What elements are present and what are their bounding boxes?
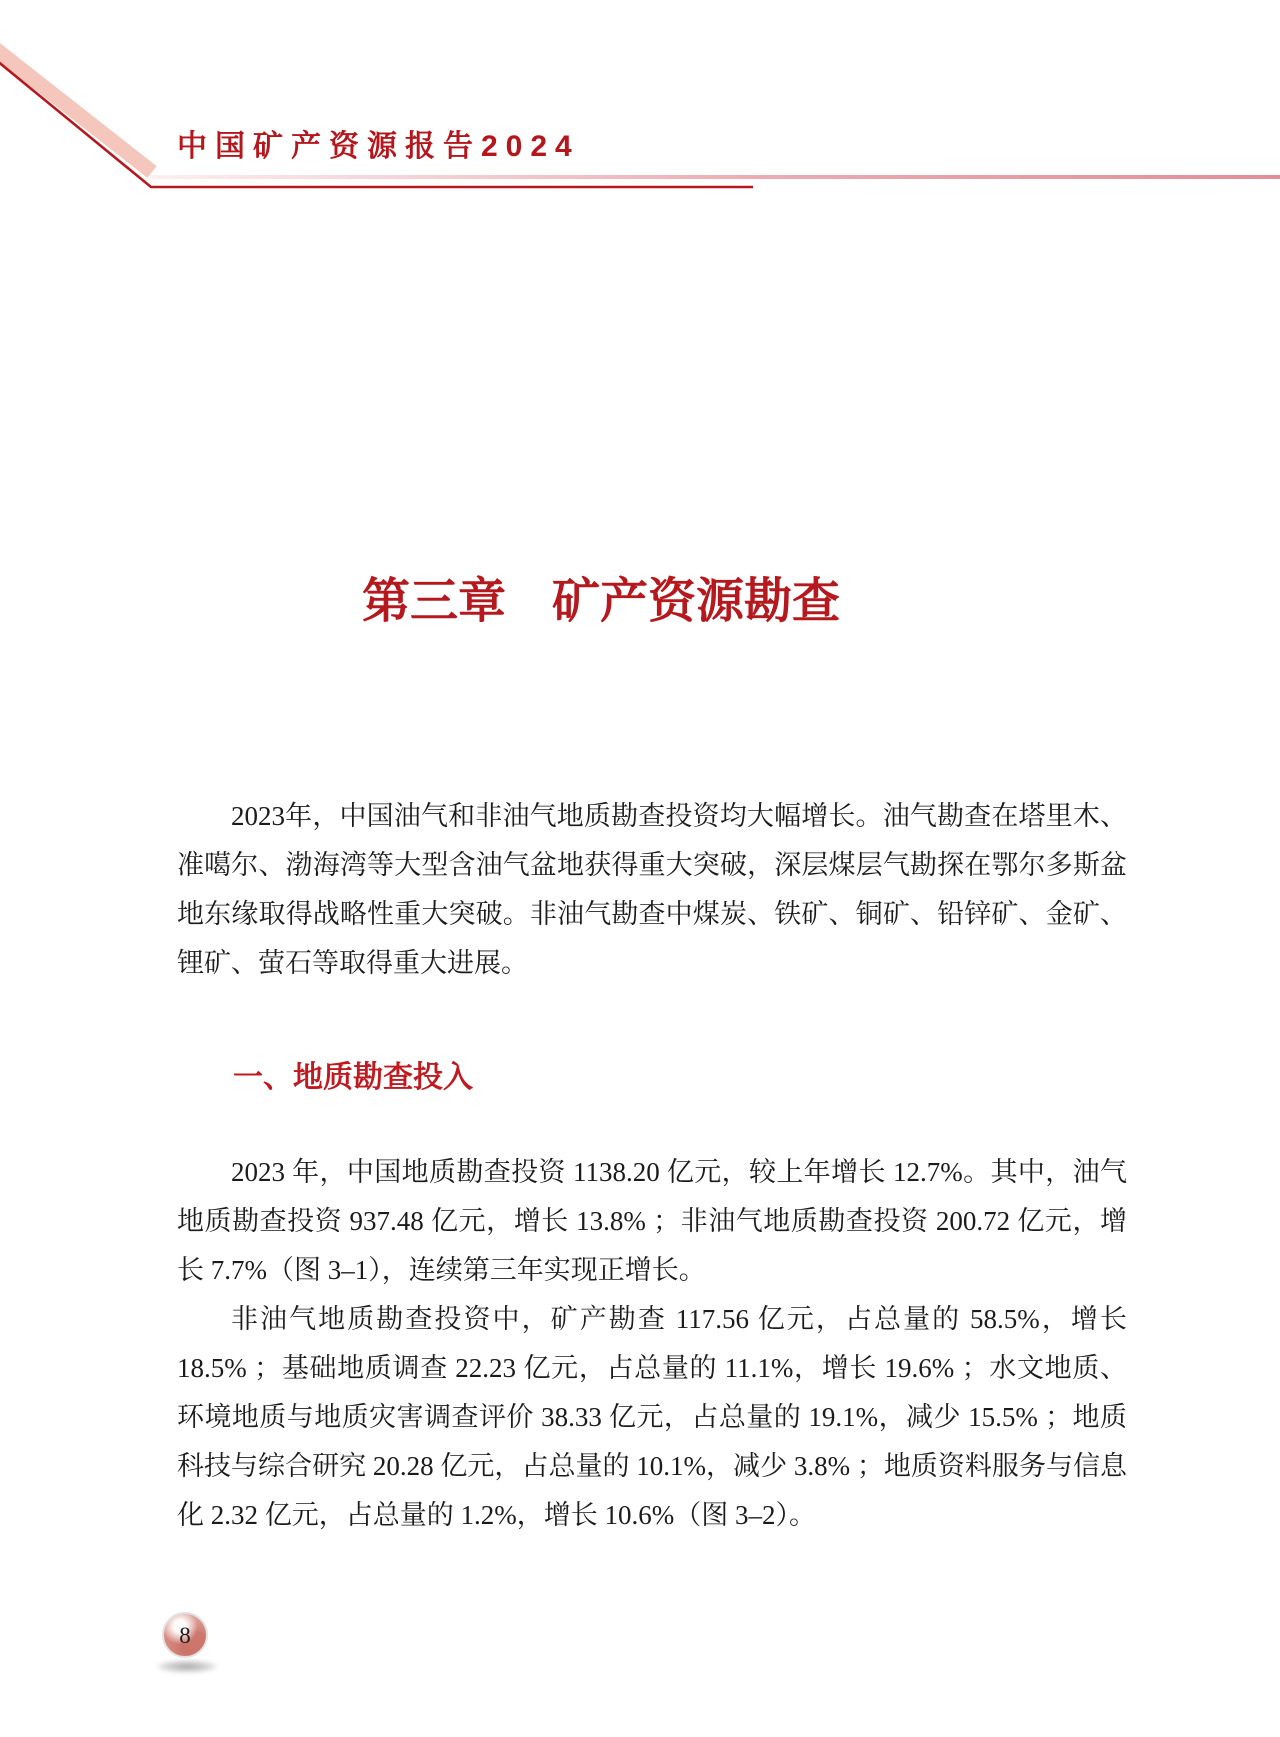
chapter-title xyxy=(362,574,840,629)
intro-paragraph: 2023年，中国油气和非油气地质勘查投资均大幅增长。油气勘查在塔里木、准噶尔、渤海湾等大型含油气盆地获得重大突破，深层煤层气勘探在鄂尔多斯盆地东缘取得战略性重大突破。非油气勘查中煤炭、铁矿、铜矿、铅锌矿、金矿、锂矿、萤石等取得重大进展。 xyxy=(177,801,1127,978)
section-paragraph-2: 非油气地质勘查投资中，矿产勘查 117.56 亿元，占总量的 58.5%，增长 18.5% ；基础地质调查 22.23 亿元，占总量的 11.1%，增长 19.6% ；水文地质、环境地质与地质灾害调查评价 38.33 亿元，占总量的 19.1%，减少 15.5% ；地质科技与综合研究 20.28 亿元，占总量的 10.1%，减少 3.8% ；地质资料服务与信息化 2.32 亿元，占总量的 1.2%，增长 10.6%（图 3–2）。 xyxy=(177,1304,1127,1530)
section-paragraph-1: 2023 年，中国地质勘查投资 1138.20 亿元，较上年增长 12.7%。其中，油气地质勘查投资 937.48 亿元，增长 13.8% ；非油气地质勘查投资 200.72 亿元，增长 7.7%（图 3–1），连续第三年实现正增长。 xyxy=(177,1157,1127,1285)
pink-diagonal-band xyxy=(0,48,152,172)
page-number-badge xyxy=(162,1612,208,1658)
chapter-title-text: 矿产资源勘查 xyxy=(552,575,841,628)
page-number: 8 xyxy=(179,1622,191,1648)
red-diagonal-rule xyxy=(0,60,753,187)
section-heading: 一、地质勘查投入 xyxy=(233,1061,473,1094)
pink-horizontal-rule xyxy=(150,175,1280,179)
section-body xyxy=(177,1148,1127,1540)
report-running-title: 中国矿产资源报告2024 xyxy=(177,130,580,163)
page-badge-shadow xyxy=(156,1660,218,1673)
chapter-number-label: 第三章 xyxy=(362,575,507,628)
